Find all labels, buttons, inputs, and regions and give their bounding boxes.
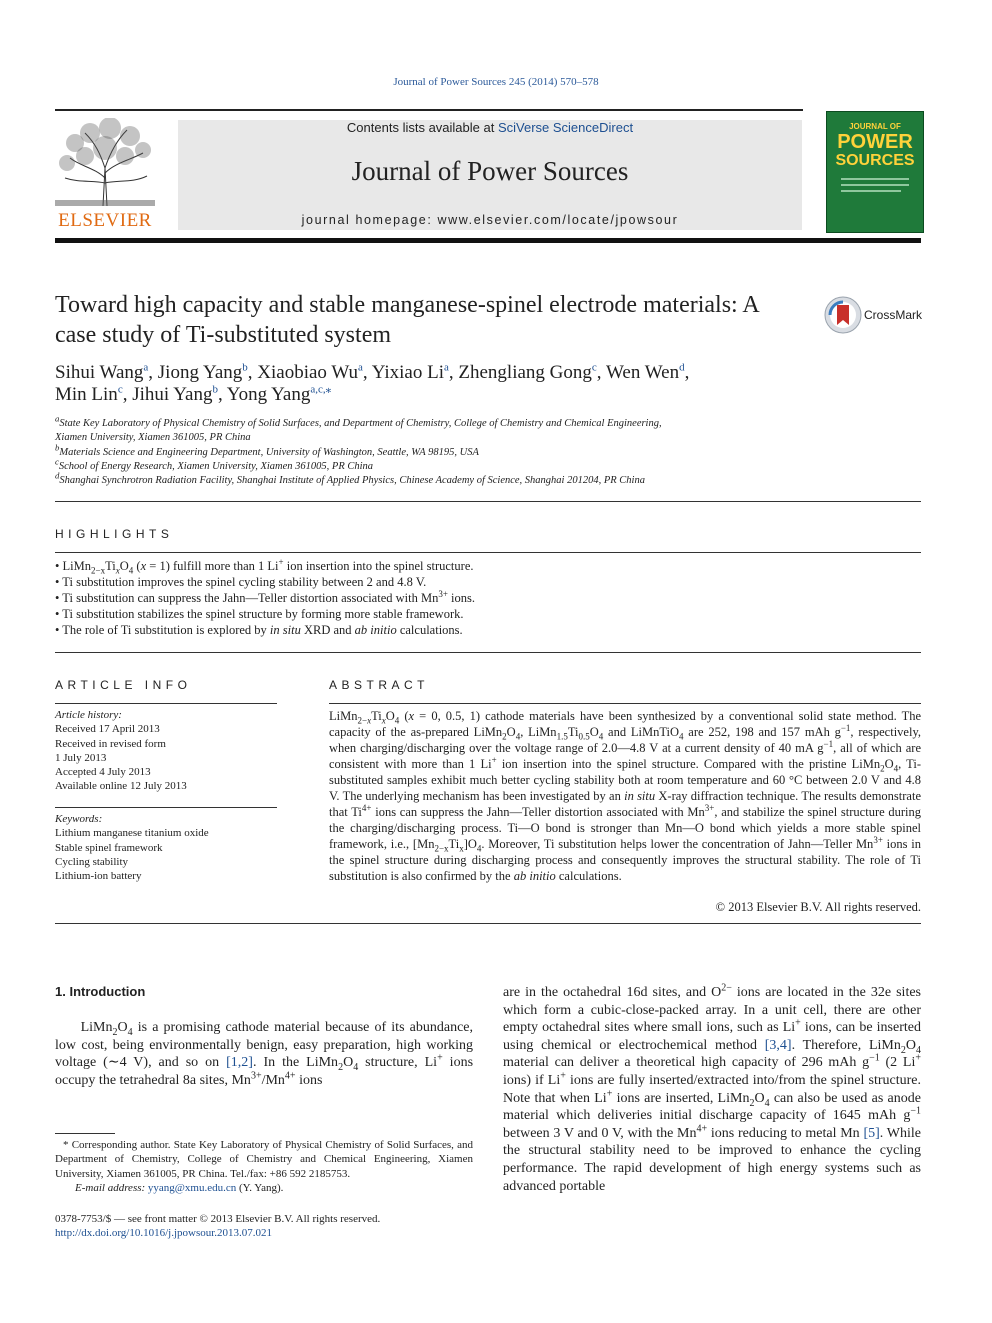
footnote [55, 1138, 473, 1195]
highlight-item: • Ti substitution can suppress the Jahn—Teller distortion associated with $Mn^{3+}$ ions. [55, 588, 476, 605]
hl-text: Ti substitution can suppress the Jahn—Teller distortion associated with Mn [62, 591, 439, 605]
author-affiliation-mark[interactable]: a [358, 361, 363, 374]
highlight-item: • Ti substitution stabilizes the spinel structure by forming more stable framework. [55, 607, 464, 621]
author-name[interactable]: Sihui Wang [55, 362, 144, 383]
hl-sub: 2−x [91, 565, 106, 576]
author-name[interactable]: Jiong Yang [157, 362, 243, 383]
author-affiliation-mark[interactable]: a [444, 361, 449, 374]
hl-text: ions. [447, 591, 476, 605]
author-line-2: Min Lin$^c$, Jihui Yang$^b$, Yong Yang$^{a,c,⁎}$ [55, 383, 332, 405]
affiliation-mark: a [55, 413, 60, 424]
author-affiliation-mark[interactable]: b [242, 361, 248, 374]
affiliation-mark: d [55, 470, 60, 481]
article-info-rule [55, 703, 277, 704]
email-suffix: (Y. Yang). [239, 1181, 284, 1194]
copyright-notice: © 2013 Elsevier B.V. All rights reserved. [715, 900, 921, 914]
abstract-heading: ABSTRACT [329, 678, 430, 692]
affiliation-item [55, 470, 921, 488]
highlight-item: • $LiMn_{2-x}Ti_xO_4$ (x = 1) fulfill more than 1 Li+ ion insertion into the spinel structure. [55, 556, 474, 576]
keywords-block [55, 812, 277, 883]
keywords-label: Keywords: [55, 813, 103, 825]
author-name[interactable]: Yixiao Li [371, 362, 444, 383]
contents-line [178, 120, 802, 135]
history-label: Article history: [55, 709, 122, 721]
hl-sup: + [278, 556, 284, 567]
issn-line: 0378-7753/$ — see front matter © 2013 Elsevier B.V. All rights reserved. [55, 1213, 381, 1225]
journal-title[interactable]: Journal of Power Sources [351, 156, 629, 186]
author-name[interactable]: Xiaobiao Wu [257, 362, 358, 383]
hl-sub: 4 [128, 565, 134, 576]
intro-paragraph-left: $LiMn_2O_4$ is a promising cathode material because of its abundance, low cost, being environmentally benign, easy preparation, high working voltage (∼4 V), and so on [1,2]. In the $LiMn_2O_4$ structure, Li+ ions occupy the tetrahedral 8a sites, $Mn^{3+}/Mn^{4+}$ ions [55, 1020, 474, 1088]
hl-text: = 1) fulfill more than 1 Li [146, 559, 279, 573]
affiliation-item [55, 442, 921, 460]
history-item: 1 July 2013 [55, 751, 107, 764]
journal-citation[interactable]: Journal of Power Sources 245 (2014) 570–578 [393, 76, 599, 88]
author-affiliation-mark[interactable]: a [143, 361, 149, 374]
author-affiliation-mark[interactable]: a,c,⁎ [310, 383, 332, 396]
hl-text: ( [133, 559, 141, 573]
author-affiliation-mark[interactable]: c [591, 361, 597, 374]
cover-title-line2: POWER [837, 131, 913, 153]
abstract-rule [329, 703, 921, 704]
affiliation-text: State Key Laboratory of Physical Chemistry of Solid Surfaces, and Department of Chemistry, College of Chemistry and Chemical Engineering, [59, 418, 662, 429]
cover-text-line [841, 184, 909, 186]
affiliation-item [55, 413, 921, 431]
highlight-item: • Ti substitution improves the spinel cycling stability between 2 and 4.8 V. [55, 575, 427, 589]
sciencedirect-link[interactable]: SciVerse ScienceDirect [497, 120, 634, 135]
author-name[interactable]: Jihui Yang [132, 384, 213, 405]
highlight-item: • The role of Ti substitution is explored by in situ XRD and ab initio calculations. [55, 623, 463, 637]
article-info-heading: ARTICLE INFO [55, 678, 192, 692]
hl-text: ion insertion into the spinel structure. [283, 559, 474, 573]
hl-emph: ab initio [354, 623, 397, 637]
affiliation-item [55, 456, 921, 474]
affiliation-text: Shanghai Synchrotron Radiation Facility, Shanghai Institute of Applied Physics, Chinese Academy of Science, Shanghai 201204, PR China [59, 475, 645, 487]
keyword-item[interactable]: Stable spinel framework [55, 841, 163, 854]
crossmark-badge[interactable] [824, 296, 924, 336]
email-label: E-mail address: [75, 1181, 146, 1194]
keyword-item[interactable]: Cycling stability [55, 855, 129, 868]
corresponding-author-note: * Corresponding author. State Key Laboratory of Physical Chemistry of Solid Surfaces, and Department of Chemistry, College of Chemistry and Chemical Engineering, Xiamen University, Xiamen 361005, PR China. Tel./fax: +86 592 2185753. [55, 1139, 473, 1180]
hl-var: x [140, 559, 147, 573]
hl-sup: 3+ [438, 588, 448, 599]
hl-text: The role of Ti substitution is explored by [62, 623, 270, 637]
author-name[interactable]: Min Lin [55, 384, 118, 405]
affiliation-item [55, 431, 921, 445]
hl-text: calculations. [396, 623, 463, 637]
header-bottom-rule [55, 238, 921, 243]
author-affiliation-mark[interactable]: c [117, 383, 123, 396]
cover-text-line [841, 190, 901, 192]
author-affiliation-mark[interactable]: d [679, 361, 685, 374]
email-line [55, 1181, 473, 1195]
article-history [55, 708, 277, 794]
hl-text: Ti [105, 559, 116, 573]
cover-title-line3: SOURCES [835, 152, 915, 169]
crossmark-icon [824, 296, 862, 334]
keyword-item[interactable]: Lithium manganese titanium oxide [55, 827, 209, 840]
author-line-1: Sihui Wang$^a$, Jiong Yang$^b$, Xiaobiao Wu$^a$, Yixiao Li$^a$, Zhengliang Gong$^c$, Wen Wen$^d$, [55, 361, 690, 383]
author-name[interactable]: Wen Wen [605, 362, 680, 383]
author-name[interactable]: Yong Yang [226, 384, 311, 405]
hl-text: O [119, 559, 129, 573]
doi-link[interactable]: http://dx.doi.org/10.1016/j.jpowsour.2013.07.021 [55, 1227, 273, 1240]
highlights-top-rule [55, 552, 921, 553]
hl-emph: in situ [269, 623, 301, 637]
history-item: Available online 12 July 2013 [55, 780, 187, 793]
contents-prefix: Contents lists available at [346, 120, 498, 135]
history-item: Received in revised form [55, 737, 166, 750]
journal-cover-thumbnail[interactable] [826, 111, 924, 233]
history-item: Received 17 April 2013 [55, 723, 160, 736]
keyword-item[interactable]: Lithium-ion battery [55, 870, 142, 883]
hl-text: Ti substitution improves the spinel cycling stability between 2 and 4.8 V. [62, 575, 427, 589]
publisher-name: ELSEVIER [58, 210, 152, 231]
cover-text-line [841, 178, 909, 180]
hl-sub: x [115, 565, 120, 576]
footnote-rule [55, 1133, 115, 1134]
author-name[interactable]: Zhengliang Gong [458, 362, 592, 383]
affiliation-mark: b [55, 442, 60, 453]
abstract-body: $LiMn_{2-x}Ti_xO_4$ (x = 0, 0.5, 1) cathode materials have been synthesized by a conventional solid state method. The capacity of the as-prepared $LiMn_2O_4$, $LiMn_{1.5}Ti_{0.5}O_4$ and LiMnTiO$_4$ are 252, 198 and 157 mAh $g^{-1}$, respectively, when charging/discharging over the voltage range of 2.0—4.8 V at a current density of 40 mA $g^{-1}$, all of which are consistent with more than 1 Li+ ion insertion into the spinel structure. Compared with the pristine $LiMn_2O_4$, Ti-substituted samples exhibit much better cycling stability both at room temperature and 60 °C between 2.0 V and 4.8 V. The underlying mechanism has been investigated by an in situ X-ray diffraction technique. The results demonstrate that $Ti^{4+}$ ions can suppress the Jahn—Teller distortion associated with $Mn^{3+}$, and stabilize the spinel structure during the charging/discharging process. Ti—O bond is stronger than Mn—O bond which yields a more stable spinel framework, i.e., $[Mn_{2-x}Ti_x]O_4$. Moreover, Ti substitution helps lower the concentration of Jahn—Teller $Mn^{3+}$ ions in the spinel structure during discharging process and consequently improves the structural stability. The role of Ti substitution is also confirmed by the ab initio calculations. [329, 709, 922, 883]
email-link[interactable]: yyang@xmu.edu.cn [147, 1181, 237, 1194]
abstract-bottom-rule [55, 923, 921, 924]
hl-text: XRD and [300, 623, 355, 637]
highlights-list [55, 558, 921, 638]
article-bottom-info [55, 1212, 555, 1241]
highlights-heading: HIGHLIGHTS [55, 527, 174, 541]
affiliation-text: Xiamen University, Xiamen 361005, PR China [55, 432, 251, 444]
article-title: Toward high capacity and stable manganese-spinel electrode materials: A case study of Ti-substituted system [55, 292, 759, 348]
hl-text: Ti substitution stabilizes the spinel structure by forming more stable framework. [62, 607, 464, 621]
section-divider [55, 501, 921, 502]
cover-title-line1: JOURNAL OF [849, 122, 901, 131]
header-top-rule [55, 109, 803, 111]
keywords-rule [55, 807, 277, 808]
intro-heading: 1. Introduction [55, 984, 146, 999]
author-list [55, 362, 815, 406]
affiliation-list [55, 413, 921, 488]
affiliation-text: Materials Science and Engineering Department, University of Washington, Seattle, WA 98195, USA [59, 446, 479, 458]
elsevier-logo[interactable] [55, 118, 155, 234]
affiliation-mark: c [55, 456, 59, 467]
highlights-bottom-rule [55, 652, 921, 653]
history-item: Accepted 4 July 2013 [55, 766, 151, 779]
crossmark-label: CrossMark [864, 308, 923, 322]
author-affiliation-mark[interactable]: b [212, 383, 218, 396]
hl-text: LiMn [62, 559, 91, 573]
intro-paragraph-right: are in the octahedral 16d sites, and $O^{2-}$ ions are located in the 32e sites which form a cubic-close-packed array. In a unit cell, there are other empty octahedral sites where small ions, such as Li+ ions, can be inserted using chemical or electrochemical method [3,4]. Therefore, $LiMn_2O_4$ material can deliver a theoretical high capacity of 296 mAh $g^{-1}$ (2 Li+ ions) if Li+ ions are fully inserted/extracted into/from the spinel structure. Note that when Li+ ions are inserted, $LiMn_2O_4$ can also be used as anode material which deliveries initial discharge capacity of 1645 mAh $g^{-1}$ between 3 V and 0 V, with the $Mn^{4+}$ ions reducing to metal Mn [5]. While the structural stability need to be improved to enhance the cycling performance. The rapid development of high energy systems such as advanced portable [503, 982, 922, 1194]
affiliation-text: School of Energy Research, Xiamen University, Xiamen 361005, PR China [58, 460, 374, 472]
journal-homepage[interactable]: journal homepage: www.elsevier.com/locate/jpowsour [301, 213, 679, 227]
